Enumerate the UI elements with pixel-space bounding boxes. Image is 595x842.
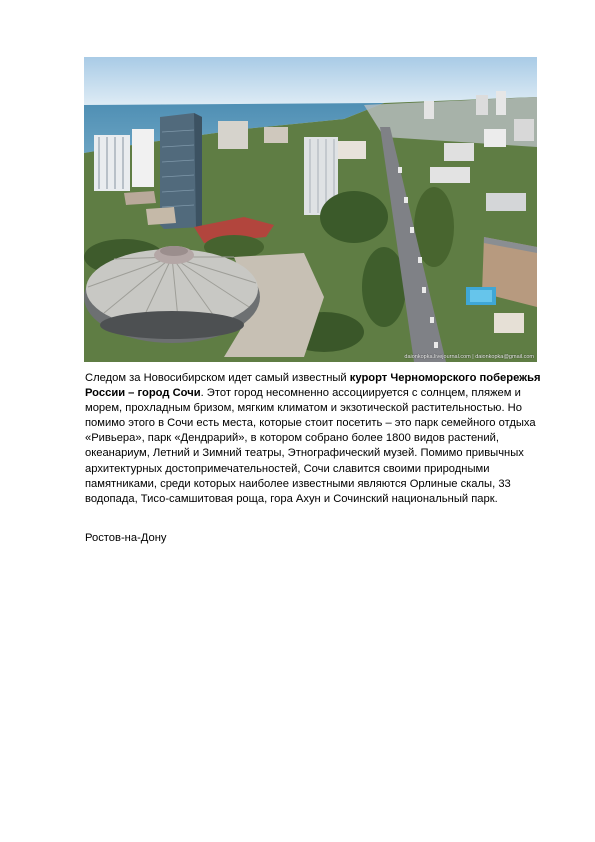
photo-watermark: daionkopka.livejournal.com | daionkopka@gmail.com bbox=[404, 354, 534, 360]
next-city-heading: Ростов-на-Дону bbox=[85, 532, 167, 544]
paragraph-text-1: Следом за Новосибирском идет самый известный bbox=[85, 372, 350, 384]
paragraph-bold-text: курорт Черноморского побережья России – город Сочи bbox=[85, 372, 541, 400]
sochi-aerial-photo bbox=[84, 57, 537, 362]
aerial-city-icon bbox=[84, 57, 537, 362]
body-paragraph bbox=[85, 371, 547, 507]
paragraph-text-2: . Этот город несомненно ассоциируется с солнцем, пляжем и морем, прохладным бризом, мягким климатом и экзотической растительностью. Но помимо этого в Сочи есть места, которые стоит посетить – это парк семейного отдыха «Ривьера», парк «Дендрарий», в котором собрано более 1800 видов растений, океанариум, Летний и Зимний театры, Этнографический музей. Помимо привычных архитектурных достопримечательностей, Сочи славится своими природными памятниками, среди которых наиболее известными являются Орлиные скалы, 33 водопада, Тисо-самшитовая роща, гора Ахун и Сочинский национальный парк. bbox=[85, 387, 536, 505]
